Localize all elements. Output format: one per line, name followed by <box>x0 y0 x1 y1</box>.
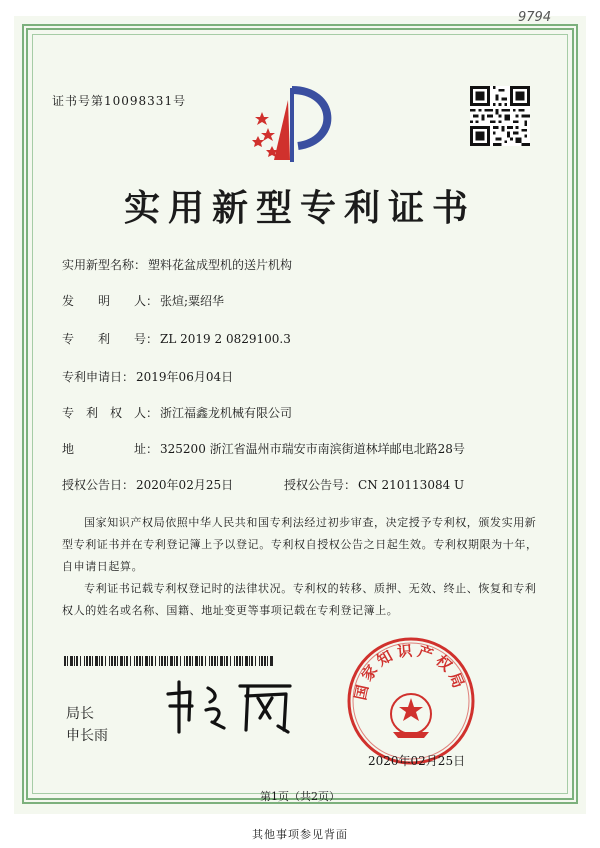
field-utility-model-name <box>62 256 292 273</box>
field-label: 专 利 号： <box>62 332 159 346</box>
field-label: 授权公告日： <box>62 478 135 492</box>
field-value: 2019年06月04日 <box>136 370 234 384</box>
certificate-title: 实用新型专利证书 <box>123 187 476 229</box>
barcode-icon <box>64 656 274 666</box>
field-label: 发 明 人： <box>62 294 159 308</box>
certificate-number: 证书号第10098331号 <box>52 94 187 108</box>
legal-status-paragraph: 专利证书记载专利权登记时的法律状况。专利权的转移、质押、无效、终止、恢复和专利权人的姓名或名称、国籍、地址变更等事项记载在专利登记簿上。 <box>62 582 537 617</box>
field-label: 专利申请日： <box>62 370 135 384</box>
seal-text: 国家知识产权局 <box>351 641 470 702</box>
director-name: 申长雨 <box>66 728 108 744</box>
svg-text:国家知识产权局 <box>351 641 469 701</box>
field-value: 2020年02月25日 <box>136 478 234 492</box>
field-value: 325200 浙江省温州市瑞安市南滨街道林垟邮电北路28号 <box>160 442 465 456</box>
handwritten-signature-icon <box>160 676 300 736</box>
field-label: 专 利 权 人： <box>62 406 159 420</box>
official-seal-icon <box>344 634 478 768</box>
field-label: 实用新型名称： <box>62 258 147 272</box>
field-label: 授权公告号： <box>284 478 357 492</box>
handwritten-mark: 9794 <box>518 10 552 25</box>
field-label: 地 址： <box>62 442 159 456</box>
field-grant-date <box>62 476 233 493</box>
field-value: 浙江福鑫龙机械有限公司 <box>160 406 293 420</box>
field-inventor <box>62 292 224 309</box>
director-title: 局长 <box>66 706 94 722</box>
field-patent-number <box>62 330 291 347</box>
footer-note: 其他事项参见背面 <box>252 828 348 841</box>
field-address <box>62 440 465 457</box>
grant-statement-paragraph: 国家知识产权局依照中华人民共和国专利法经过初步审查，决定授予专利权，颁发实用新型专利证书并在专利登记簿上予以登记。专利权自授权公告之日起生效。专利权期限为十年，自申请日起算。 <box>62 516 538 573</box>
field-value: CN 210113084 U <box>358 478 465 492</box>
page-number: 第1页（共2页） <box>260 790 340 803</box>
field-value: 张煊;粟绍华 <box>160 294 225 308</box>
patent-office-logo-icon <box>244 80 344 170</box>
field-patentee <box>62 404 292 421</box>
issue-date: 2020年02月25日 <box>368 754 466 768</box>
field-value: ZL 2019 2 0829100.3 <box>160 332 291 346</box>
field-application-date <box>62 368 233 385</box>
field-value: 塑料花盆成型机的送片机构 <box>148 258 293 272</box>
field-grant-publication-number <box>284 476 464 493</box>
qr-code-icon <box>470 86 530 146</box>
